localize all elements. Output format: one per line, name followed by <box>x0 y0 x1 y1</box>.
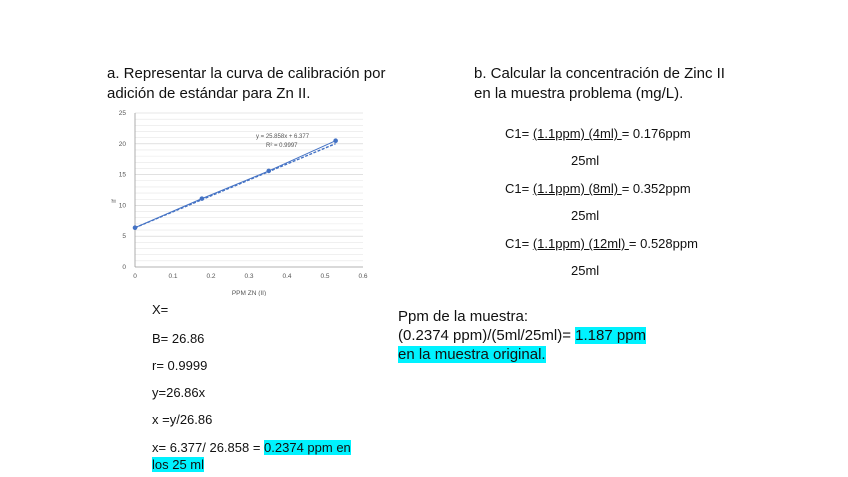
x-tick-label: 0.5 <box>320 273 330 280</box>
section-a-heading <box>107 64 385 104</box>
calc-denominator-3: 25ml <box>571 263 600 278</box>
regression-x-label: X= <box>152 302 169 317</box>
calc-result: = 0.528ppm <box>628 236 698 251</box>
calc-numerator: (1.1ppm) (4ml) <box>532 126 622 141</box>
section-b-heading-line1: b. Calcular la concentración de Zinc II <box>474 65 725 82</box>
sample-line3 <box>398 345 646 364</box>
data-point <box>133 225 138 230</box>
y-tick-label: 0 <box>122 264 126 271</box>
calc-numerator: (1.1ppm) (12ml) <box>532 236 629 251</box>
data-point <box>266 169 271 174</box>
calc-denominator-1: 25ml <box>571 153 600 168</box>
sample-line2 <box>398 326 646 345</box>
data-point <box>333 138 338 143</box>
y-tick-label: 25 <box>118 110 126 117</box>
sample-line1: Ppm de la muestra: <box>398 308 529 325</box>
chart-r2: R² = 0.9997 <box>266 143 298 149</box>
regression-r: r= 0.9999 <box>152 358 208 373</box>
regression-final-highlight-cont: los 25 ml <box>152 457 205 472</box>
sample-block <box>398 307 646 364</box>
regression-final <box>152 439 351 473</box>
calc-row-3 <box>505 236 698 252</box>
chart-ylabel: If <box>111 199 118 203</box>
calc-row-1 <box>505 126 691 142</box>
regression-b: B= 26.86 <box>152 331 205 346</box>
y-tick-label: 10 <box>118 202 126 210</box>
calc-result: = 0.352ppm <box>621 181 691 196</box>
sample-formula: (0.2374 ppm)/(5ml/25ml)= <box>398 327 576 344</box>
section-a-heading-line2: adición de estándar para Zn II. <box>107 85 311 102</box>
calc-result: = 0.176ppm <box>621 126 691 141</box>
calc-row-2 <box>505 181 691 197</box>
y-tick-label: 20 <box>118 140 126 148</box>
x-tick-label: 0 <box>133 273 137 280</box>
calibration-chart <box>106 106 376 296</box>
chart-axes <box>135 113 363 267</box>
sample-result-highlight: 1.187 ppm <box>575 327 647 344</box>
calc-prefix: C1= <box>505 236 533 251</box>
x-tick-label: 0.4 <box>282 273 292 280</box>
x-tick-label: 0.6 <box>358 273 368 280</box>
data-point <box>200 196 205 201</box>
y-tick-label: 15 <box>118 171 126 179</box>
x-tick-label: 0.1 <box>168 273 178 280</box>
calc-prefix: C1= <box>505 126 533 141</box>
calc-numerator: (1.1ppm) (8ml) <box>532 181 622 196</box>
section-b-heading-line2: en la muestra problema (mg/L). <box>474 85 684 102</box>
series-line <box>135 141 336 228</box>
regression-final-highlight: 0.2374 ppm en <box>264 440 351 455</box>
sample-result-highlight-cont: en la muestra original. <box>398 346 546 363</box>
regression-x-eq: x =y/26.86 <box>152 412 213 427</box>
chart-xlabel: PPM ZN (II) <box>231 290 267 296</box>
chart-series <box>133 138 338 230</box>
chart-grid <box>135 113 363 261</box>
chart-equation: y = 25.858x + 6.377 <box>256 134 310 140</box>
x-tick-label: 0.2 <box>206 273 216 280</box>
regression-eq: y=26.86x <box>152 385 206 400</box>
section-b-heading <box>474 64 725 104</box>
calc-prefix: C1= <box>505 181 533 196</box>
calc-denominator-2: 25ml <box>571 208 600 223</box>
section-a-heading-line1: a. Representar la curva de calibración por <box>107 65 386 82</box>
x-tick-label: 0.3 <box>244 273 254 280</box>
y-tick-label: 5 <box>122 233 126 241</box>
regression-final-text: x= 6.377/ 26.858 = <box>152 440 265 455</box>
